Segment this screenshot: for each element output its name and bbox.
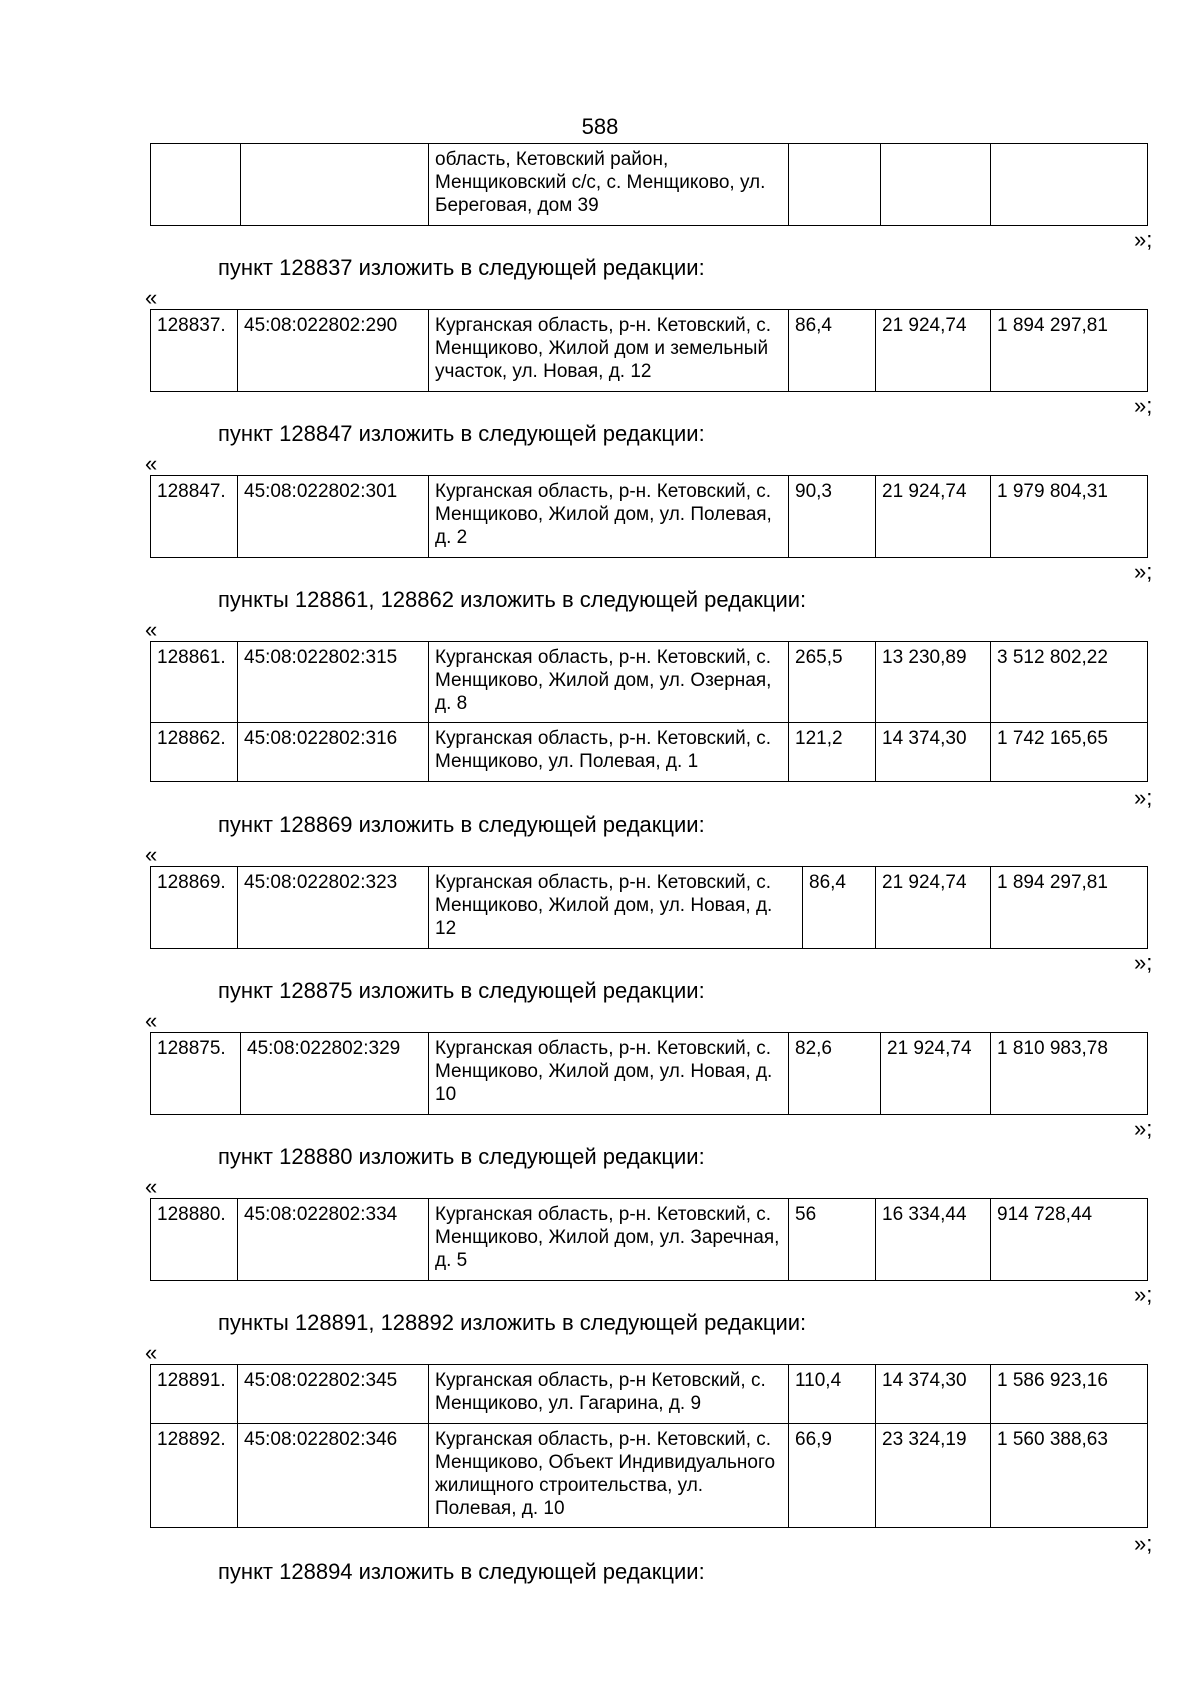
amendment-instruction: пункт 128837 изложить в следующей редакции: xyxy=(218,255,705,280)
amendment-instruction: пункт 128894 изложить в следующей редакции: xyxy=(218,1559,705,1584)
area-cell: 110,4 xyxy=(789,1365,876,1424)
amendment-instruction: пункт 128847 изложить в следующей редакции: xyxy=(218,421,705,446)
area-cell: 66,9 xyxy=(789,1424,876,1528)
amendment-table xyxy=(150,1364,1148,1528)
page-number: 588 xyxy=(581,114,619,139)
opening-quote: « xyxy=(145,1174,158,1199)
amendment-instruction: пункты 128891, 128892 изложить в следующей редакции: xyxy=(218,1310,807,1335)
price-cell: 14 374,30 xyxy=(876,1365,991,1424)
area-cell xyxy=(789,144,881,226)
area-cell: 90,3 xyxy=(789,476,876,558)
price-cell xyxy=(881,144,991,226)
address-cell: Курганская область, р-н. Кетовский, с. Менщиково, Жилой дом и земельный участок, ул. Новая, д. 12 xyxy=(429,310,789,392)
table-row xyxy=(151,1365,1148,1424)
total-cell: 1 894 297,81 xyxy=(991,310,1148,392)
cadastral-cell xyxy=(241,144,429,226)
closing-quote: »; xyxy=(1134,1116,1153,1141)
table-row xyxy=(151,1033,1148,1115)
opening-quote: « xyxy=(145,1008,158,1033)
num-cell: 128862. xyxy=(151,723,238,782)
table-row xyxy=(151,642,1148,723)
table-row xyxy=(151,144,1148,226)
closing-quote: »; xyxy=(1134,393,1153,418)
continuation-table xyxy=(150,143,1148,226)
cadastral-cell: 45:08:022802:329 xyxy=(241,1033,429,1115)
amendment-table xyxy=(150,641,1148,782)
cadastral-cell: 45:08:022802:323 xyxy=(238,867,429,949)
address-cell: Курганская область, р-н. Кетовский, с. Менщиково, Объект Индивидуального жилищного строительства, ул. Полевая, д. 10 xyxy=(429,1424,789,1528)
closing-quote: »; xyxy=(1134,1531,1153,1556)
price-cell: 21 924,74 xyxy=(876,867,991,949)
num-cell: 128869. xyxy=(151,867,238,949)
cadastral-cell: 45:08:022802:301 xyxy=(238,476,429,558)
cadastral-cell: 45:08:022802:334 xyxy=(238,1199,429,1281)
num-cell: 128837. xyxy=(151,310,238,392)
total-cell: 1 586 923,16 xyxy=(991,1365,1148,1424)
area-cell: 86,4 xyxy=(803,867,876,949)
num-cell: 128847. xyxy=(151,476,238,558)
opening-quote: « xyxy=(145,285,158,310)
closing-quote: »; xyxy=(1134,950,1153,975)
num-cell: 128861. xyxy=(151,642,238,723)
address-cell: Курганская область, р-н. Кетовский, с. Менщиково, Жилой дом, ул. Новая, д. 12 xyxy=(429,867,803,949)
amendment-table xyxy=(150,1198,1148,1281)
price-cell: 23 324,19 xyxy=(876,1424,991,1528)
table-row xyxy=(151,723,1148,782)
area-cell: 56 xyxy=(789,1199,876,1281)
address-cell: область, Кетовский район, Менщиковский с/с, с. Менщиково, ул. Береговая, дом 39 xyxy=(429,144,789,226)
area-cell: 82,6 xyxy=(789,1033,881,1115)
amendment-table xyxy=(150,475,1148,558)
total-cell: 1 742 165,65 xyxy=(991,723,1148,782)
total-cell: 1 979 804,31 xyxy=(991,476,1148,558)
address-cell: Курганская область, р-н. Кетовский, с. Менщиково, Жилой дом, ул. Озерная, д. 8 xyxy=(429,642,789,723)
cadastral-cell: 45:08:022802:346 xyxy=(238,1424,429,1528)
total-cell: 1 894 297,81 xyxy=(991,867,1148,949)
table-row xyxy=(151,867,1148,949)
table-row xyxy=(151,476,1148,558)
table-row xyxy=(151,1424,1148,1528)
table-row xyxy=(151,1199,1148,1281)
total-cell: 3 512 802,22 xyxy=(991,642,1148,723)
total-cell: 1 810 983,78 xyxy=(991,1033,1148,1115)
area-cell: 265,5 xyxy=(789,642,876,723)
price-cell: 13 230,89 xyxy=(876,642,991,723)
num-cell: 128875. xyxy=(151,1033,241,1115)
opening-quote: « xyxy=(145,842,158,867)
address-cell: Курганская область, р-н. Кетовский, с. Менщиково, Жилой дом, ул. Заречная, д. 5 xyxy=(429,1199,789,1281)
cadastral-cell: 45:08:022802:345 xyxy=(238,1365,429,1424)
address-cell: Курганская область, р-н. Кетовский, с. Менщиково, Жилой дом, ул. Новая, д. 10 xyxy=(429,1033,789,1115)
closing-quote: »; xyxy=(1134,227,1153,252)
closing-quote: »; xyxy=(1134,785,1153,810)
num-cell: 128892. xyxy=(151,1424,238,1528)
num-cell: 128880. xyxy=(151,1199,238,1281)
amendment-instruction: пункт 128869 изложить в следующей редакции: xyxy=(218,812,705,837)
num-cell: 128891. xyxy=(151,1365,238,1424)
price-cell: 21 924,74 xyxy=(881,1033,991,1115)
amendment-instruction: пункт 128875 изложить в следующей редакции: xyxy=(218,978,705,1003)
cadastral-cell: 45:08:022802:316 xyxy=(238,723,429,782)
opening-quote: « xyxy=(145,451,158,476)
address-cell: Курганская область, р-н. Кетовский, с. Менщиково, Жилой дом, ул. Полевая, д. 2 xyxy=(429,476,789,558)
total-cell: 914 728,44 xyxy=(991,1199,1148,1281)
total-cell: 1 560 388,63 xyxy=(991,1424,1148,1528)
amendment-instruction: пункт 128880 изложить в следующей редакции: xyxy=(218,1144,705,1169)
cadastral-cell: 45:08:022802:315 xyxy=(238,642,429,723)
address-cell: Курганская область, р-н. Кетовский, с. Менщиково, ул. Полевая, д. 1 xyxy=(429,723,789,782)
opening-quote: « xyxy=(145,1340,158,1365)
amendment-table xyxy=(150,309,1148,392)
total-cell xyxy=(991,144,1148,226)
area-cell: 86,4 xyxy=(789,310,876,392)
amendment-table xyxy=(150,1032,1148,1115)
table-row xyxy=(151,310,1148,392)
amendment-instruction: пункты 128861, 128862 изложить в следующей редакции: xyxy=(218,587,807,612)
num-cell xyxy=(151,144,241,226)
area-cell: 121,2 xyxy=(789,723,876,782)
price-cell: 21 924,74 xyxy=(876,476,991,558)
price-cell: 16 334,44 xyxy=(876,1199,991,1281)
price-cell: 21 924,74 xyxy=(876,310,991,392)
amendment-table xyxy=(150,866,1148,949)
cadastral-cell: 45:08:022802:290 xyxy=(238,310,429,392)
opening-quote: « xyxy=(145,617,158,642)
closing-quote: »; xyxy=(1134,1282,1153,1307)
address-cell: Курганская область, р-н Кетовский, с. Менщиково, ул. Гагарина, д. 9 xyxy=(429,1365,789,1424)
price-cell: 14 374,30 xyxy=(876,723,991,782)
closing-quote: »; xyxy=(1134,559,1153,584)
